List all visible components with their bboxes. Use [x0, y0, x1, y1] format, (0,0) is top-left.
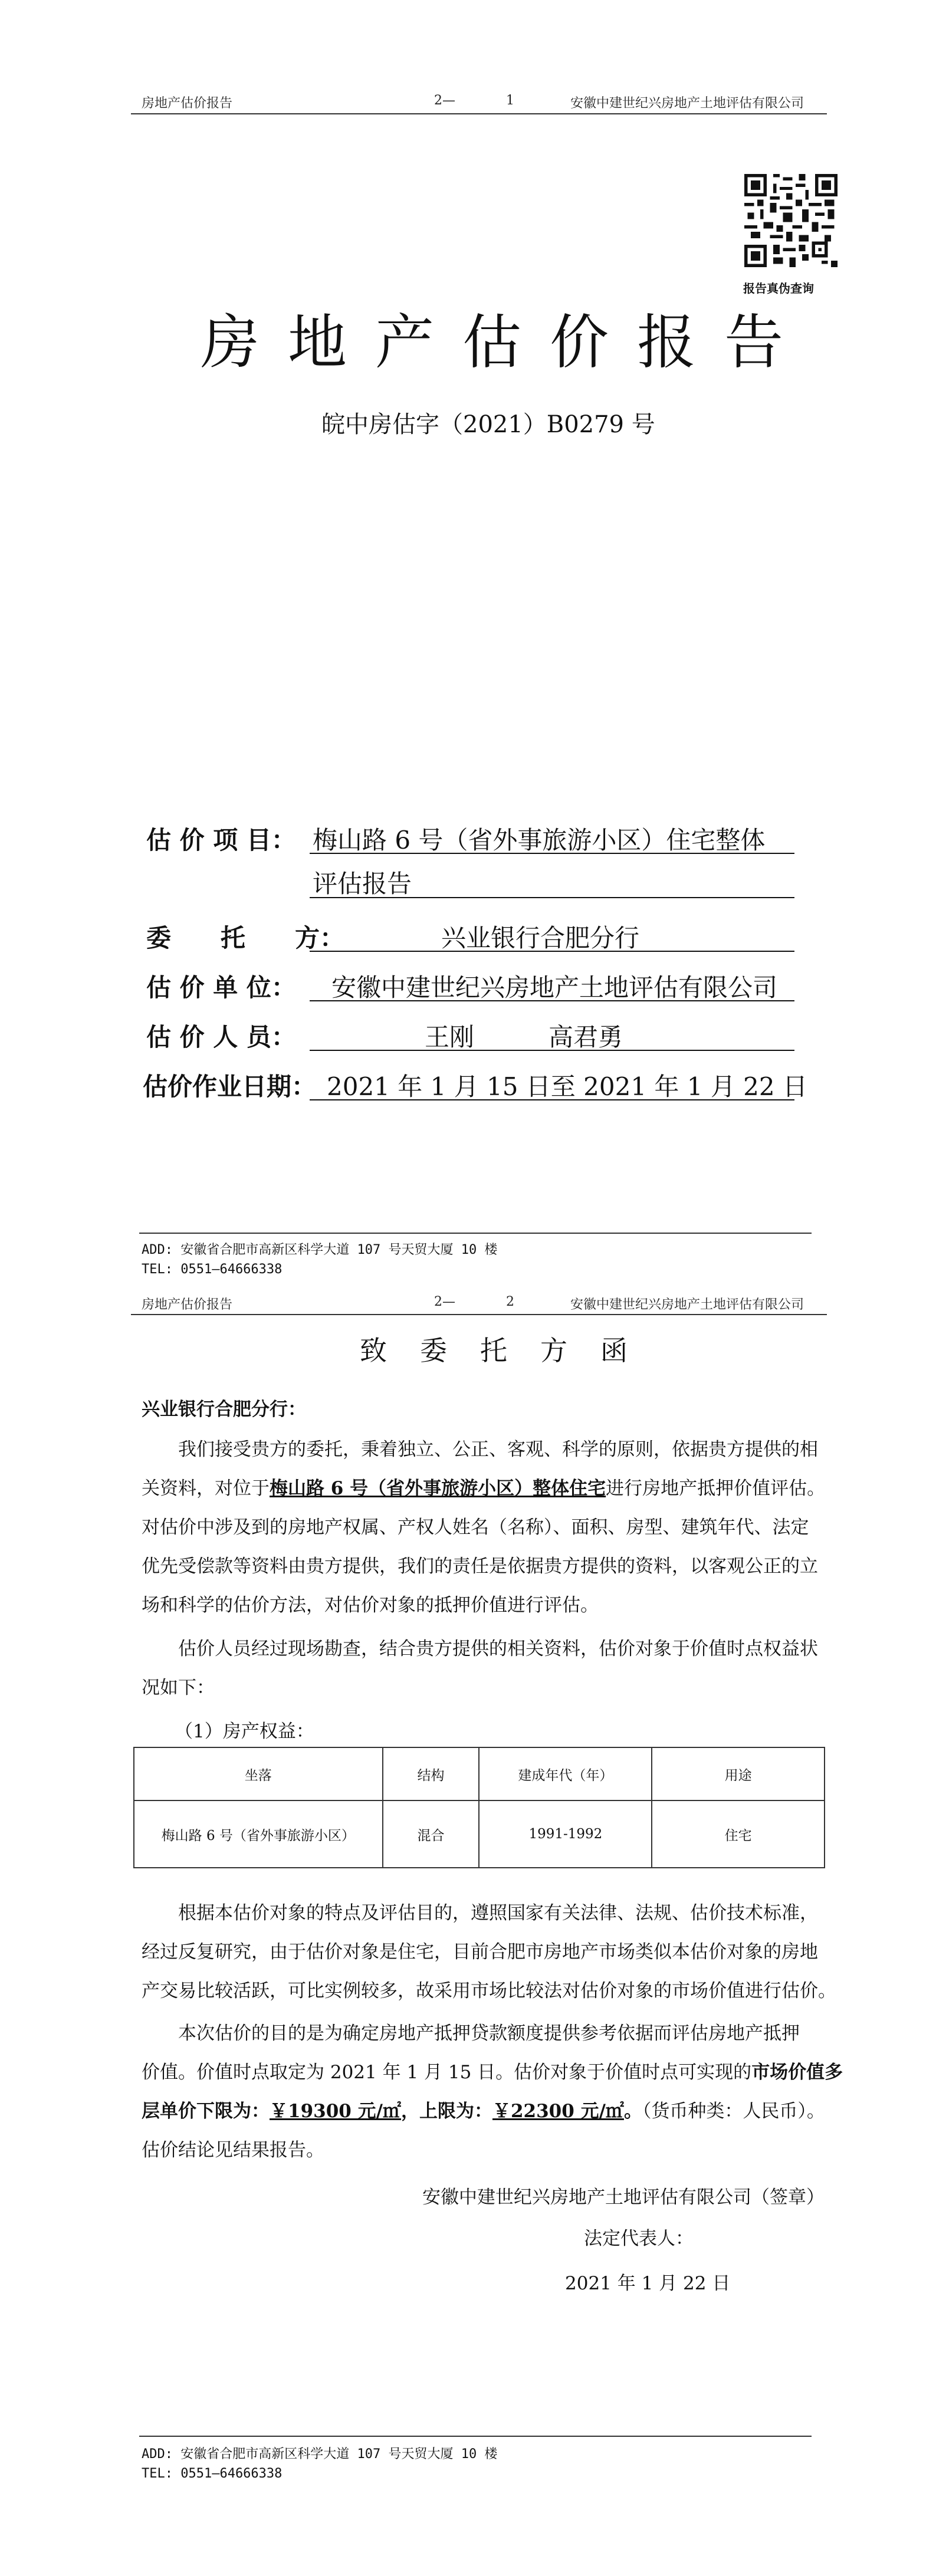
- footer-phone: TEL: 0551—64666338: [142, 1262, 283, 1277]
- header-left: 房地产估价报告: [142, 96, 233, 111]
- header-page-prefix: 2—: [434, 1294, 455, 1309]
- qr-caption: 报告真伪查询: [743, 281, 814, 295]
- para4-line1: 本次估价的目的是为确定房地产抵押贷款额度提供参考依据而评估房地产抵押: [178, 2023, 800, 2044]
- header-divider: [131, 113, 827, 114]
- signature-legal-rep: 法定代表人：: [584, 2228, 694, 2249]
- lower-limit-value: ￥19300 元/㎡: [270, 2101, 401, 2122]
- para2-line1: 估价人员经过现场勘查，结合贵方提供的相关资料，估价对象于价值时点权益状: [178, 1638, 818, 1660]
- property-rights-table: [133, 1747, 825, 1868]
- header-right: 安徽中建世纪兴房地产土地评估有限公司: [570, 96, 804, 111]
- table-header-cell: 坐落: [134, 1747, 383, 1800]
- table-cell: 1991-1992: [479, 1800, 652, 1868]
- qr-code: [744, 174, 838, 267]
- footer-phone: TEL: 0551—64666338: [142, 2466, 283, 2481]
- table-header-cell: 建成年代（年）: [479, 1747, 652, 1800]
- field-label-client: 委 托 方：: [146, 924, 345, 952]
- para1-line1: 我们接受贵方的委托，秉着独立、公正、客观、科学的原则，依据贵方提供的相: [178, 1439, 818, 1460]
- underline: [310, 951, 794, 952]
- report-title: 房地产估价报告: [201, 308, 812, 377]
- table-cell: 住宅: [652, 1800, 825, 1868]
- field-label-work-dates: 估价作业日期：: [143, 1072, 317, 1101]
- header-page-number: 2: [506, 1294, 514, 1309]
- upper-limit-label: ，上限为：: [400, 2101, 492, 2122]
- signature-date: 2021 年 1 月 22 日: [565, 2273, 731, 2294]
- rights-heading: （1）房产权益：: [175, 1721, 314, 1742]
- signature-company: 安徽中建世纪兴房地产土地评估有限公司（签章）: [422, 2187, 825, 2208]
- table-header-cell: 结构: [383, 1747, 480, 1800]
- footer-divider: [139, 2436, 812, 2437]
- currency-note: （货币种类：人民币）。: [642, 2101, 825, 2122]
- para3-line1: 根据本估价对象的特点及评估目的，遵照国家有关法律、法规、估价技术标准，: [178, 1903, 818, 1924]
- header-right: 安徽中建世纪兴房地产土地评估有限公司: [570, 1297, 804, 1312]
- para3-line2: 经过反复研究，由于估价对象是住宅，目前合肥市房地产市场类似本估价对象的房地: [142, 1941, 818, 1963]
- field-label-project: 估 价 项 目：: [146, 826, 296, 855]
- table-cell: 混合: [383, 1800, 480, 1868]
- footer-divider: [139, 1233, 812, 1234]
- field-value-appraiser-unit: 安徽中建世纪兴房地产土地评估有限公司: [331, 973, 778, 1002]
- underline: [310, 1050, 794, 1051]
- underline: [310, 853, 794, 854]
- table-row: [134, 1800, 825, 1868]
- para1-line3: 对估价中涉及到的房地产权属、产权人姓名（名称）、面积、房型、建筑年代、法定: [142, 1517, 809, 1538]
- field-value-client: 兴业银行合肥分行: [441, 924, 640, 952]
- field-value-project: 梅山路 6 号（省外事旅游小区）住宅整体: [313, 826, 766, 855]
- table-header-cell: 用途: [652, 1747, 825, 1800]
- field-label-appraisers: 估 价 人 员：: [146, 1023, 296, 1052]
- period-mark: 。: [623, 2101, 642, 2122]
- header-divider: [131, 1314, 827, 1315]
- field-value-work-dates: 2021 年 1 月 15 日至 2021 年 1 月 22 日: [327, 1072, 807, 1101]
- upper-limit-value: ￥22300 元/㎡: [492, 2101, 624, 2122]
- table-cell: 梅山路 6 号（省外事旅游小区）: [134, 1800, 383, 1868]
- header-left: 房地产估价报告: [142, 1297, 233, 1312]
- para2-line2: 况如下：: [142, 1677, 215, 1698]
- salutation: 兴业银行合肥分行：: [142, 1399, 306, 1420]
- letter-title: 致委托方函: [360, 1335, 661, 1366]
- header-page-prefix: 2—: [434, 93, 455, 108]
- field-label-appraiser-unit: 估 价 单 位：: [146, 973, 296, 1002]
- document-number: 皖中房估字（2021）B0279 号: [321, 411, 655, 438]
- underline: [310, 1099, 794, 1100]
- header-page-number: 1: [506, 93, 514, 108]
- property-address: 梅山路 6 号（省外事旅游小区）整体住宅: [270, 1478, 606, 1499]
- field-value-project-cont: 评估报告: [313, 869, 412, 898]
- para4-line4: 估价结论见结果报告。: [142, 2140, 324, 2161]
- para3-line3: 产交易比较活跃，可比实例较多，故采用市场比较法对估价对象的市场价值进行估价。: [142, 1980, 836, 2002]
- para1-line5: 场和科学的估价方法，对估价对象的抵押价值进行评估。: [142, 1595, 599, 1616]
- table-header-row: [134, 1747, 825, 1800]
- para1-line4: 优先受偿款等资料由贵方提供，我们的责任是依据贵方提供的资料，以客观公正的立: [142, 1556, 818, 1577]
- underline: [310, 1000, 794, 1001]
- field-value-appraisers: 王刚 高君勇: [425, 1023, 623, 1052]
- para4-line3: [142, 2096, 825, 2122]
- lower-limit-label: 层单价下限为：: [142, 2101, 270, 2122]
- para1-line2a: 关资料，对位于: [142, 1478, 270, 1499]
- market-value-label: 市场价值多: [751, 2062, 843, 2083]
- footer-address: ADD: 安徽省合肥市高新区科学大道 107 号天贸大厦 10 楼: [142, 2447, 498, 2462]
- para4-line2a: 价值。价值时点取定为 2021 年 1 月 15 日。估价对象于价值时点可实现的: [142, 2062, 752, 2083]
- underline: [310, 897, 794, 898]
- para1-line2: [142, 1473, 825, 1500]
- para1-line2c: 进行房地产抵押价值评估。: [606, 1478, 826, 1499]
- para4-line2: [142, 2057, 843, 2084]
- footer-address: ADD: 安徽省合肥市高新区科学大道 107 号天贸大厦 10 楼: [142, 1243, 498, 1257]
